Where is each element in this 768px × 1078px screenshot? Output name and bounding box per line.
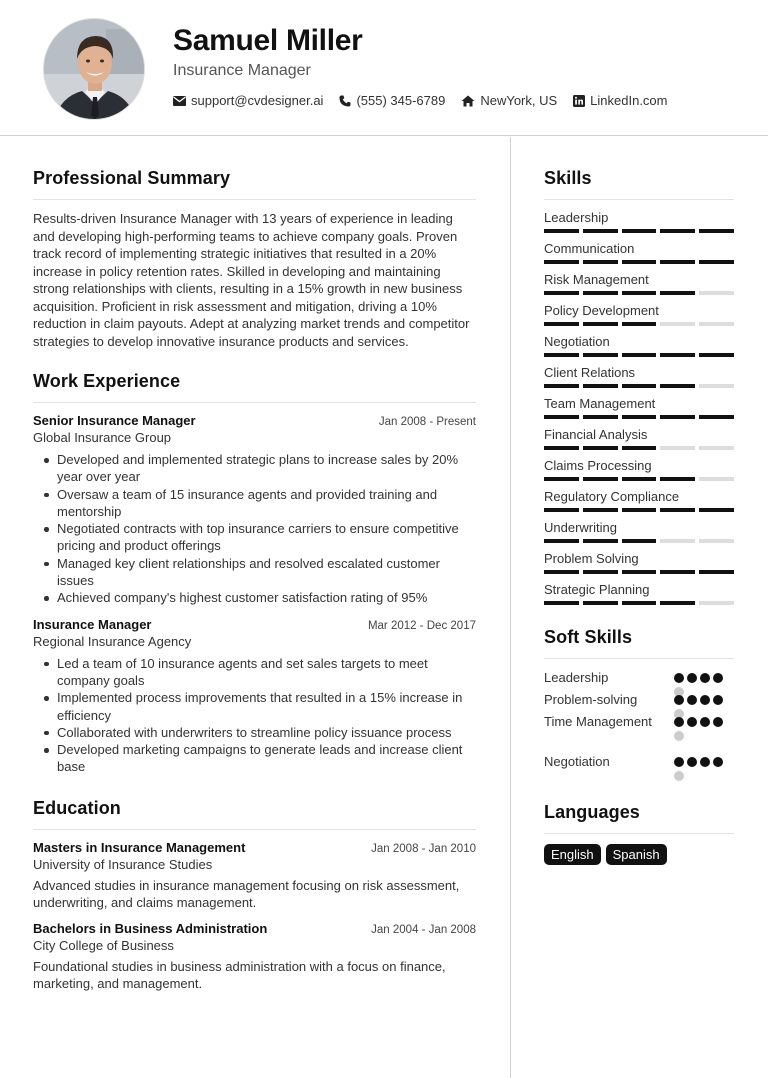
languages-section	[544, 802, 734, 865]
skill-level-segment	[622, 508, 657, 512]
language-badge: Spanish	[606, 844, 667, 865]
skill-name: Risk Management	[544, 272, 649, 287]
skill-level-segment	[699, 229, 734, 233]
skill-level-segment	[699, 291, 734, 295]
skill-level-segment	[622, 415, 657, 419]
skill-level-segment	[544, 570, 579, 574]
rating-dot	[674, 771, 684, 781]
main-column	[33, 168, 476, 993]
soft-skills-section	[544, 627, 734, 775]
job-date: Mar 2012 - Dec 2017	[367, 619, 476, 632]
linkedin-icon	[573, 95, 585, 107]
candidate-title: Insurance Manager	[173, 62, 311, 79]
skill-name: Communication	[544, 241, 635, 256]
skill-level-segment	[544, 446, 579, 450]
summary-section	[33, 168, 476, 350]
job-bullet: Managed key client relationships and resolved escalated customer issues	[33, 555, 476, 590]
skill-level-segment	[583, 415, 618, 419]
soft-skill-item	[544, 691, 734, 713]
skill-level-segment	[544, 508, 579, 512]
education-heading: Education	[33, 798, 476, 830]
candidate-name: Samuel Miller	[173, 24, 363, 57]
education-description: Foundational studies in business administration with a focus on finance, marketing, and management.	[33, 958, 446, 992]
skills-heading: Skills	[544, 168, 734, 200]
skill-level-segment	[544, 229, 579, 233]
skill-level-segment	[699, 260, 734, 264]
skill-name: Leadership	[544, 210, 609, 225]
education-date: Jan 2004 - Jan 2008	[371, 923, 476, 936]
soft-skill-name: Problem-solving	[544, 692, 638, 707]
rating-dot	[674, 717, 684, 727]
skill-level-bar	[544, 384, 734, 388]
resume-header	[0, 0, 768, 136]
column-divider	[510, 137, 511, 1078]
degree-title: Bachelors in Business Administration	[33, 920, 268, 936]
contact-phone[interactable]	[339, 93, 445, 108]
skill-name: Client Relations	[544, 365, 636, 380]
skill-name: Financial Analysis	[544, 427, 648, 442]
skill-level-segment	[699, 508, 734, 512]
skill-level-segment	[622, 601, 657, 605]
skill-level-segment	[660, 601, 695, 605]
skill-level-segment	[583, 322, 618, 326]
skill-level-segment	[660, 539, 695, 543]
skill-level-segment	[699, 601, 734, 605]
skill-level-segment	[583, 508, 618, 512]
email-icon	[173, 96, 186, 106]
skill-item	[544, 427, 734, 450]
skill-level-bar	[544, 477, 734, 481]
skills-list	[544, 210, 734, 605]
skill-level-segment	[583, 229, 618, 233]
sidebar-column	[544, 168, 734, 865]
skill-level-segment	[544, 539, 579, 543]
skill-level-segment	[544, 353, 579, 357]
skill-level-segment	[660, 229, 695, 233]
skill-name: Policy Development	[544, 303, 659, 318]
job-bullet: Developed and implemented strategic plans to increase sales by 20% year over year	[33, 451, 476, 486]
skills-section	[544, 168, 734, 605]
education-description: Advanced studies in insurance management focusing on risk assessment, underwriting, and claims management.	[33, 877, 460, 911]
skill-level-segment	[660, 477, 695, 481]
skill-level-bar	[544, 508, 734, 512]
skill-level-segment	[699, 353, 734, 357]
job-title: Insurance Manager	[33, 616, 152, 632]
rating-dot	[687, 673, 697, 683]
job-bullets	[33, 655, 476, 776]
languages-heading: Languages	[544, 802, 734, 834]
skill-level-bar	[544, 291, 734, 295]
rating-dot	[713, 673, 723, 683]
soft-skill-rating	[674, 753, 734, 771]
soft-skill-item	[544, 669, 734, 691]
phone-icon	[339, 95, 351, 107]
skill-item	[544, 303, 734, 326]
profile-photo	[43, 18, 145, 120]
skill-level-segment	[622, 446, 657, 450]
skill-name: Underwriting	[544, 520, 617, 535]
skill-level-segment	[622, 229, 657, 233]
job-company: Global Insurance Group	[33, 430, 172, 445]
skill-level-segment	[699, 384, 734, 388]
skill-item	[544, 365, 734, 388]
rating-dot	[700, 695, 710, 705]
skill-level-segment	[699, 477, 734, 481]
skill-level-segment	[544, 322, 579, 326]
skill-level-segment	[622, 322, 657, 326]
rating-dot	[700, 717, 710, 727]
job-date: Jan 2008 - Present	[378, 416, 476, 428]
rating-dot	[713, 695, 723, 705]
skill-level-segment	[583, 384, 618, 388]
skill-level-segment	[622, 477, 657, 481]
rating-dot	[674, 757, 684, 767]
skill-level-segment	[660, 570, 695, 574]
skill-item	[544, 396, 734, 419]
skill-level-segment	[660, 446, 695, 450]
soft-skill-name: Leadership	[544, 670, 609, 685]
skill-level-segment	[583, 353, 618, 357]
rating-dot	[687, 717, 697, 727]
job-title: Senior Insurance Manager	[33, 413, 196, 428]
rating-dot	[713, 757, 723, 767]
skill-level-bar	[544, 415, 734, 419]
skill-level-segment	[622, 260, 657, 264]
soft-skill-rating	[674, 691, 734, 709]
summary-heading: Professional Summary	[33, 168, 476, 200]
school-name: University of Insurance Studies	[33, 856, 213, 872]
job-bullets	[33, 451, 476, 607]
skill-level-bar	[544, 322, 734, 326]
skill-level-bar	[544, 229, 734, 233]
skill-name: Claims Processing	[544, 458, 652, 473]
contact-location[interactable]	[461, 93, 557, 108]
experience-section	[33, 371, 476, 776]
skill-level-segment	[660, 384, 695, 388]
skill-level-segment	[544, 260, 579, 264]
skill-item	[544, 334, 734, 357]
skill-level-segment	[699, 570, 734, 574]
contact-phone-text: (555) 345-6789	[356, 93, 446, 108]
education-section	[33, 798, 476, 993]
skill-item	[544, 241, 734, 264]
job-bullet: Achieved company's highest customer satisfaction rating of 95%	[33, 589, 476, 606]
job-bullet: Collaborated with underwriters to streamline policy issuance process	[33, 724, 476, 741]
skill-level-segment	[544, 384, 579, 388]
school-name: City College of Business	[33, 937, 174, 953]
experience-heading: Work Experience	[33, 371, 476, 403]
skill-level-segment	[699, 539, 734, 543]
soft-skills-heading: Soft Skills	[544, 627, 734, 659]
soft-skill-name: Time Management	[544, 714, 652, 729]
job-entry	[33, 617, 476, 776]
skill-item	[544, 582, 734, 605]
skill-level-segment	[622, 539, 657, 543]
skill-level-segment	[660, 322, 695, 326]
skill-name: Regulatory Compliance	[544, 489, 680, 504]
summary-text: Results-driven Insurance Manager with 13 years of experience in leading and developing high-performing teams to achieve company goals. Proven track record of implementing strategic initiatives that resulted in a 20% increase in policy retention rates. Skilled in developing and maintaining strong relationships with clients, resulting in a 15% growth in new business acquisition. Proficient in risk assessment and mitigation, driving a 10% reduction in claim payouts. Adept at analyzing market trends and competitor strategies to develop innovative insurance products and services.	[33, 211, 470, 349]
job-bullet: Developed marketing campaigns to generate leads and increase client base	[33, 741, 476, 776]
skill-level-segment	[622, 384, 657, 388]
contact-email-text: support@cvdesigner.ai	[191, 93, 324, 108]
skill-item	[544, 210, 734, 233]
skill-level-segment	[699, 322, 734, 326]
rating-dot	[700, 757, 710, 767]
education-date: Jan 2008 - Jan 2010	[371, 842, 476, 855]
skill-item	[544, 551, 734, 574]
rating-dot	[674, 731, 684, 741]
job-bullet: Negotiated contracts with top insurance carriers to ensure competitive pricing and product offerings	[33, 520, 476, 555]
skill-level-segment	[622, 570, 657, 574]
skill-item	[544, 520, 734, 543]
soft-skill-rating	[674, 669, 734, 687]
skill-level-segment	[699, 446, 734, 450]
skill-level-segment	[544, 291, 579, 295]
skill-level-segment	[699, 415, 734, 419]
skill-item	[544, 458, 734, 481]
job-entry	[33, 413, 476, 607]
skill-level-segment	[622, 353, 657, 357]
contact-linkedin[interactable]	[573, 93, 667, 108]
degree-title: Masters in Insurance Management	[33, 839, 246, 855]
soft-skill-item	[544, 713, 734, 753]
language-badge: English	[544, 844, 601, 865]
rating-dot	[687, 757, 697, 767]
skill-name: Problem Solving	[544, 551, 639, 566]
skill-name: Negotiation	[544, 334, 610, 349]
skill-level-bar	[544, 446, 734, 450]
skill-level-bar	[544, 601, 734, 605]
skill-level-segment	[583, 260, 618, 264]
skill-level-segment	[583, 601, 618, 605]
soft-skill-rating	[674, 713, 734, 731]
skill-level-segment	[660, 260, 695, 264]
contact-location-text: NewYork, US	[480, 93, 558, 108]
skill-item	[544, 489, 734, 512]
contact-linkedin-text: LinkedIn.com	[590, 93, 668, 108]
skill-level-bar	[544, 570, 734, 574]
languages-list	[544, 844, 734, 865]
job-bullet: Implemented process improvements that resulted in a 15% increase in efficiency	[33, 689, 476, 724]
education-entry	[33, 840, 476, 912]
skill-name: Strategic Planning	[544, 582, 650, 597]
skill-level-segment	[544, 477, 579, 481]
skill-level-segment	[660, 291, 695, 295]
skill-level-segment	[583, 570, 618, 574]
skill-level-segment	[622, 291, 657, 295]
job-bullet: Oversaw a team of 15 insurance agents and provided training and mentorship	[33, 486, 476, 521]
rating-dot	[674, 695, 684, 705]
rating-dot	[687, 695, 697, 705]
rating-dot	[674, 673, 684, 683]
contact-email[interactable]	[173, 93, 323, 108]
skill-level-bar	[544, 539, 734, 543]
soft-skill-item	[544, 753, 734, 775]
skill-level-segment	[544, 415, 579, 419]
skill-level-segment	[660, 353, 695, 357]
rating-dot	[700, 673, 710, 683]
skill-level-bar	[544, 353, 734, 357]
skill-level-segment	[583, 477, 618, 481]
skill-level-segment	[660, 415, 695, 419]
job-company: Regional Insurance Agency	[33, 633, 192, 649]
skill-level-segment	[660, 508, 695, 512]
soft-skills-list	[544, 669, 734, 775]
skill-name: Team Management	[544, 396, 656, 411]
skill-level-segment	[583, 539, 618, 543]
education-entry	[33, 921, 476, 993]
skill-level-segment	[583, 291, 618, 295]
soft-skill-name: Negotiation	[544, 754, 610, 769]
skill-item	[544, 272, 734, 295]
skill-level-bar	[544, 260, 734, 264]
skill-level-segment	[583, 446, 618, 450]
home-icon	[461, 95, 475, 107]
contact-bar	[173, 93, 668, 108]
rating-dot	[713, 717, 723, 727]
job-bullet: Led a team of 10 insurance agents and set sales targets to meet company goals	[33, 655, 476, 690]
skill-level-segment	[544, 601, 579, 605]
